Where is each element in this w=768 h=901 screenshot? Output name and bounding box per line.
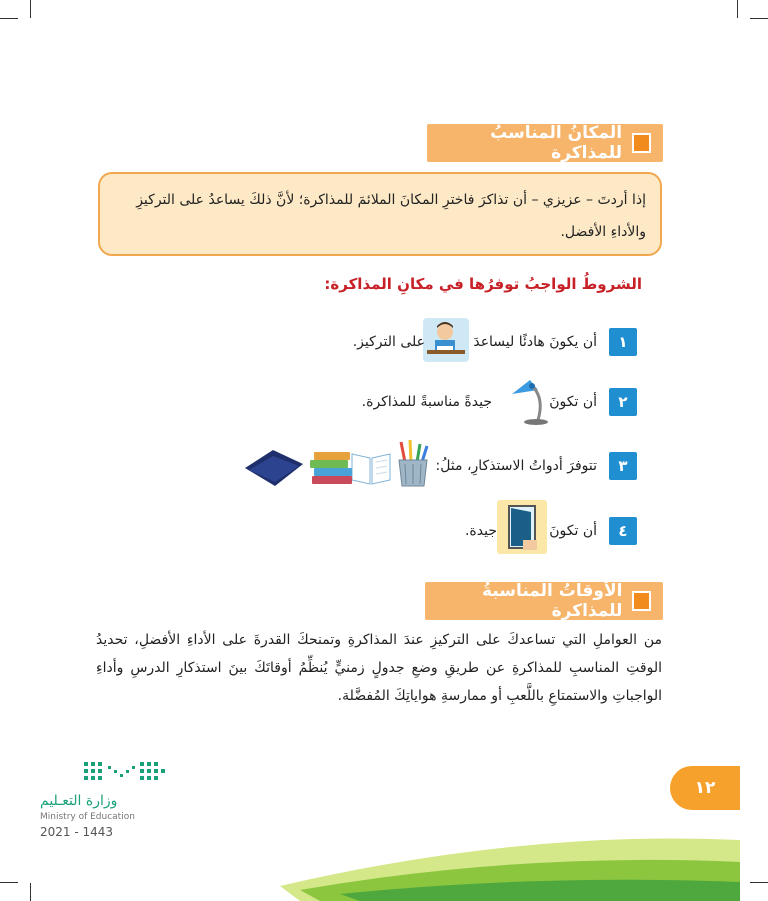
header-square-icon bbox=[632, 133, 651, 153]
blue-folder-icon bbox=[243, 446, 305, 490]
header-square-icon bbox=[632, 591, 651, 611]
section-title: المكانُ المناسبُ للمذاكرة bbox=[490, 123, 623, 163]
open-notebook-icon bbox=[350, 450, 392, 486]
item-text-after: على التركيز. bbox=[352, 334, 425, 350]
ministry-name-arabic: وزارة التعـليم bbox=[40, 793, 118, 809]
section-title: الأوقاتُ المناسبةُ للمذاكرة bbox=[481, 581, 623, 621]
academic-year: 2021 - 1443 bbox=[40, 825, 114, 839]
item-number: ٢ bbox=[609, 388, 637, 416]
item-text-after: جيدة. bbox=[464, 523, 497, 539]
item-text-before: تتوفرَ أدواتُ الاستذكارِ، مثلُ: bbox=[435, 458, 597, 474]
ministry-logo-icon bbox=[82, 760, 168, 786]
item-text-before: أن تكونَ bbox=[549, 523, 597, 539]
crop-mark bbox=[30, 0, 31, 18]
study-times-paragraph: من العواملِ التي تساعدكَ على التركيزِ عندَ المذاكرةِ وتمنحكَ القدرةَ على الأداءِ الأفضلِ، تحديدُ الوقتِ المناسبِ للمذاكرةِ عن طريقِ وضعِ جدولٍ زمنيٍّ يُنظِّمُ أوقاتَكَ بينَ استذكارِ الدرسِ وأداءِ الواجباتِ والاستمتاعِ باللَّعبِ أو ممارسةِ هواياتِكَ المُفضَّلة. bbox=[96, 632, 662, 704]
intro-line-1: إذا أردتَ – عزيزي – أن تذاكرَ فاخترِ المكانَ الملائمَ للمذاكرة؛ لأنَّ ذلكَ يساعدُ على التركيزِ bbox=[136, 192, 646, 208]
item-text-before: أن تكونَ bbox=[549, 394, 597, 410]
item-number: ٣ bbox=[609, 452, 637, 480]
intro-line-2: والأداءِ الأفضل. bbox=[560, 224, 646, 240]
crop-mark bbox=[0, 18, 18, 19]
book-stack-icon bbox=[308, 452, 354, 486]
item-number: ٤ bbox=[609, 517, 637, 545]
crop-mark bbox=[737, 0, 738, 18]
crop-mark bbox=[750, 18, 768, 19]
item-number: ١ bbox=[609, 328, 637, 356]
window-icon bbox=[497, 500, 547, 554]
intro-box bbox=[98, 172, 662, 256]
item-text-after: جيدةً مناسبةً للمذاكرة. bbox=[361, 394, 492, 410]
child-studying-icon bbox=[423, 318, 469, 362]
section-header-study-times bbox=[425, 582, 663, 620]
desk-lamp-icon bbox=[508, 376, 550, 426]
ministry-name-english: Ministry of Education bbox=[40, 812, 135, 822]
page-number: ١٢ bbox=[670, 766, 740, 810]
item-text-before: أن يكونَ هادئًا ليساعدَ bbox=[473, 334, 597, 350]
conditions-subtitle: الشروطُ الواجبُ توفرُها في مكانِ المذاكرة: bbox=[324, 275, 642, 293]
pencil-cup-icon bbox=[395, 440, 431, 488]
section-header-study-place bbox=[427, 124, 663, 162]
